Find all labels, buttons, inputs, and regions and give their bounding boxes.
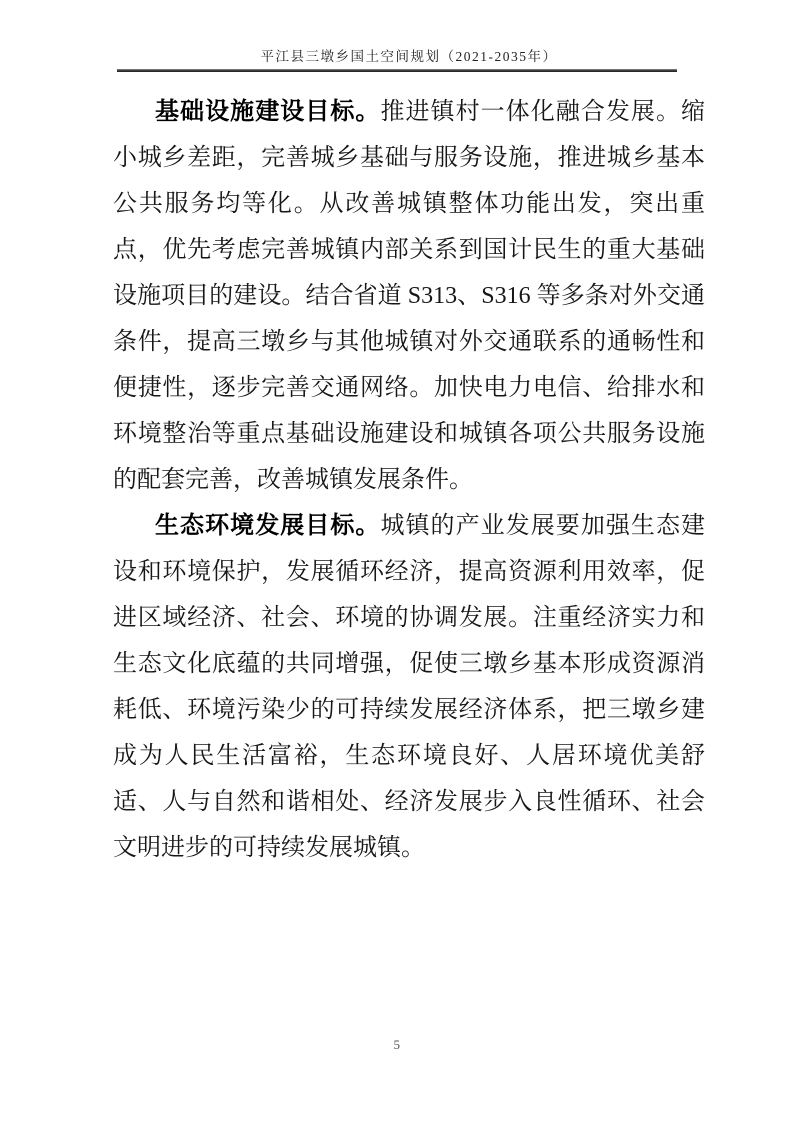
paragraph-text-ecology: 城镇的产业发展要加强生态建设和环境保护，发展循环经济，提高资源利用效率，促进区域经济、社会、环境的协调发展。注重经济实力和生态文化底蕴的共同增强，促使三墩乡基本形成资源消耗低、环境污染少的可持续发展经济体系，把三墩乡建成为人民生活富裕，生态环境良好、人居环境优美舒适、人与自然和谐相处、经济发展步入良性循环、社会文明进步的可持续发展城镇。: [113, 513, 706, 861]
paragraph-ecology-goal: [113, 503, 705, 871]
paragraph-text-infrastructure: 推进镇村一体化融合发展。缩小城乡差距，完善城乡基础与服务设施，推进城乡基本公共服务均等化。从改善城镇整体功能出发，突出重点，优先考虑完善城镇内部关系到国计民生的重大基础设施项目的建设。结合省道 S313、S316 等多条对外交通条件，提高三墩乡与其他城镇对外交通联系的通畅性和便捷性，逐步完善交通网络。加快电力电信、给排水和环境整治等重点基础设施建设和城镇各项公共服务设施的配套完善，改善城镇发展条件。: [113, 99, 706, 493]
page-footer: [0, 1036, 794, 1054]
document-body: [113, 89, 705, 871]
paragraph-infrastructure-goal: [113, 89, 705, 503]
header-rule: [117, 69, 677, 72]
header-title: 平江县三墩乡国土空间规划（2021-2035年）: [260, 49, 558, 64]
paragraph-lead-infrastructure: 基础设施建设目标。: [155, 99, 381, 125]
paragraph-lead-ecology: 生态环境发展目标。: [155, 513, 381, 539]
page-number: 5: [393, 1037, 401, 1052]
